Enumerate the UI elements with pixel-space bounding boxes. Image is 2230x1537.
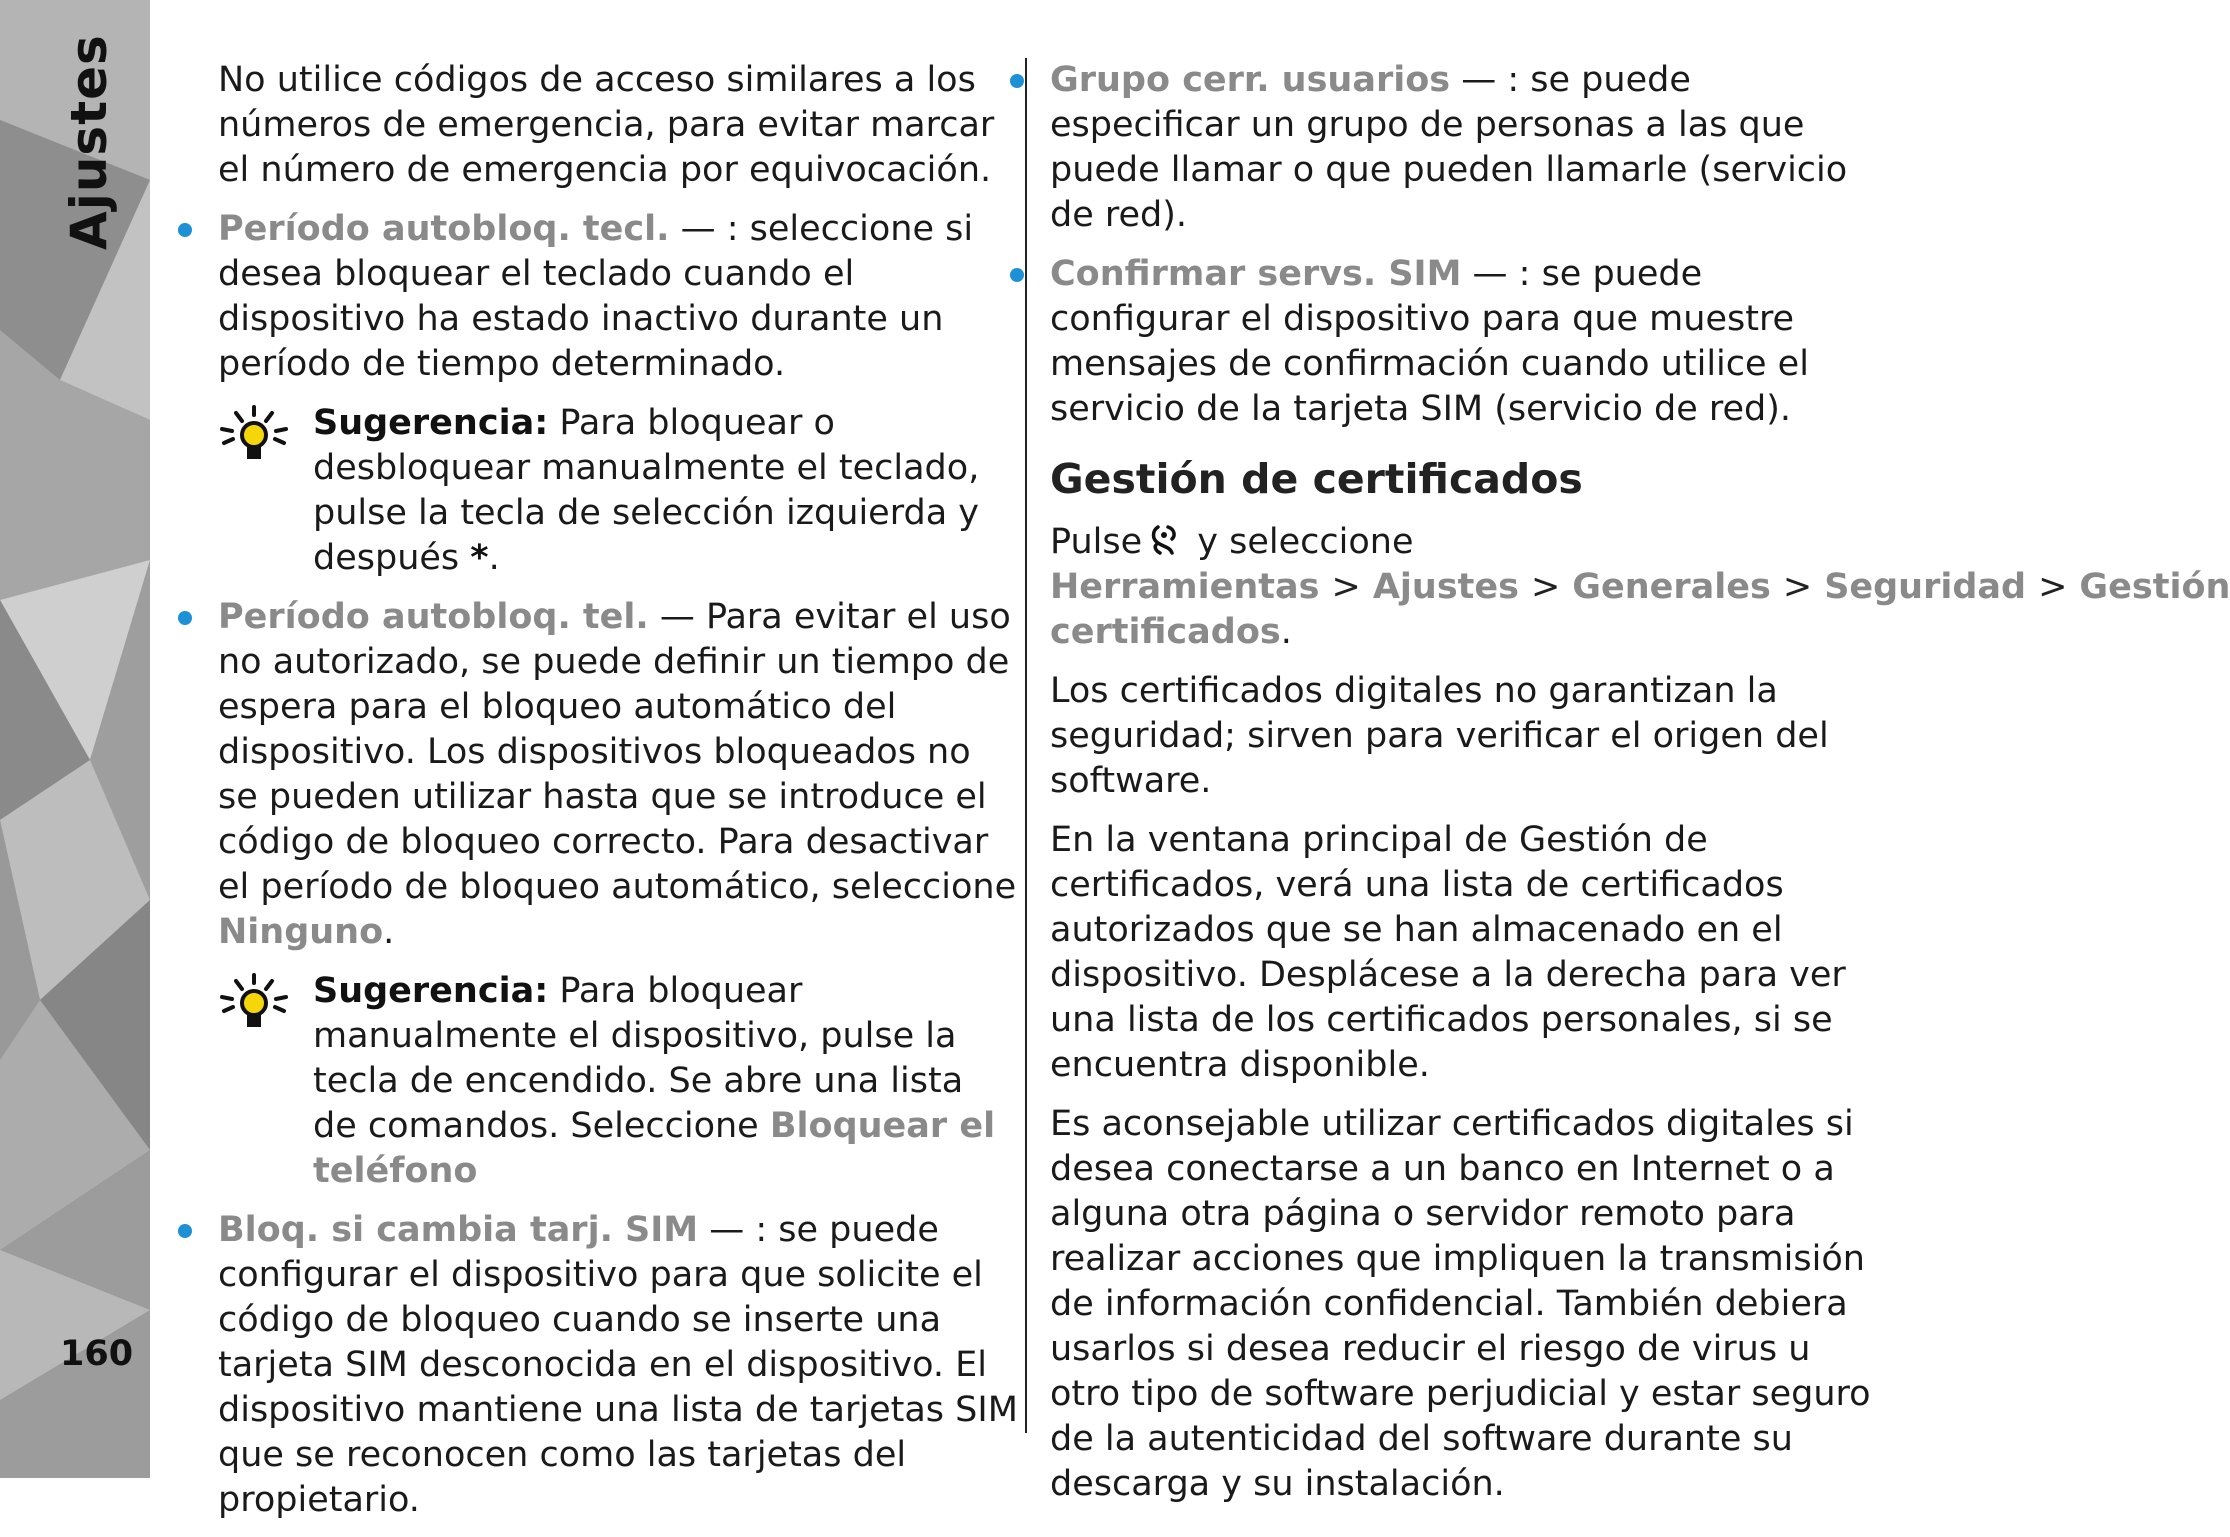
list-item	[1050, 252, 1880, 432]
path-prefix: Pulse	[1050, 522, 1143, 562]
tip-box	[218, 401, 1018, 581]
tip-lightbulb-icon	[218, 973, 290, 1031]
right-column	[1050, 58, 2230, 1521]
path-step: Herramientas	[1050, 567, 1320, 607]
setting-term: Período autobloq. tecl.	[218, 209, 670, 249]
bullet-icon	[178, 223, 192, 237]
tip-label: Sugerencia:	[313, 403, 549, 443]
list-item	[1050, 58, 1880, 238]
path-middle: y seleccione	[1186, 522, 1414, 562]
tip-end: .	[488, 538, 500, 578]
option-name: Bloquear el teléfono	[313, 1106, 996, 1191]
bullet-icon	[1010, 268, 1024, 282]
path-step: Seguridad	[1824, 567, 2027, 607]
path-separator: >	[1782, 567, 1813, 607]
tip-key: *	[470, 538, 489, 578]
tip-box	[218, 969, 1018, 1194]
setting-term: Grupo cerr. usuarios	[1050, 60, 1451, 100]
intro-paragraph: No utilice códigos de acceso similares a los números de emergencia, para evitar marcar el número de emergencia por equivocación.	[218, 60, 995, 190]
path-step: Gestión certificados	[1050, 567, 2230, 652]
path-step: Ajustes	[1372, 567, 1519, 607]
section-title: Ajustes	[60, 34, 118, 250]
sidebar	[0, 0, 150, 1478]
menu-path	[1050, 520, 2230, 655]
setting-term: Confirmar servs. SIM	[1050, 254, 1462, 294]
list-item	[218, 595, 1018, 955]
list-item	[218, 207, 1018, 387]
setting-description: — Para evitar el uso no autorizado, se puede definir un tiempo de espera para el bloqueo automático del dispositivo. Los dispositivos bloqueados no se pueden utilizar hasta que se introduce el código de bloqueo correcto. Para desactivar el período de bloqueo automático, seleccione	[218, 597, 1017, 907]
body-paragraph: Los certificados digitales no garantizan la seguridad; sirven para verificar el origen del software.	[1050, 671, 1829, 801]
path-separator: >	[1331, 567, 1361, 607]
option-name: Ninguno	[218, 912, 384, 952]
column-divider	[1025, 58, 1027, 1433]
menu-key-icon	[1148, 523, 1180, 559]
path-separator: >	[1530, 567, 1561, 607]
sentence-end: .	[383, 912, 395, 952]
tip-text: Para bloquear o desbloquear manualmente el teclado, pulse la tecla de selección izquierda y después	[313, 403, 980, 578]
tip-text: Para bloquear manualmente el dispositivo, pulse la tecla de encendido. Se abre una lista de comandos. Seleccione	[313, 971, 964, 1146]
tip-label: Sugerencia:	[313, 971, 549, 1011]
left-column	[218, 58, 1018, 1537]
path-step: Generales	[1572, 567, 1771, 607]
setting-description: — : seleccione si desea bloquear el teclado cuando el dispositivo ha estado inactivo durante un período de tiempo determinado.	[218, 209, 974, 384]
bullet-icon	[1010, 74, 1024, 88]
setting-description: — : se puede configurar el dispositivo para que solicite el código de bloqueo cuando se inserte una tarjeta SIM desconocida en el dispositivo. El dispositivo mantiene una lista de tarjetas SIM que se reconocen como las tarjetas del propietario.	[218, 1210, 1018, 1520]
bullet-icon	[178, 611, 192, 625]
bullet-icon	[178, 1224, 192, 1238]
setting-description: — : se puede especificar un grupo de personas a las que puede llamar o que pueden llamarle (servicio de red).	[1050, 60, 1848, 235]
section-heading: Gestión de certificados	[1050, 455, 1583, 503]
path-end: .	[1280, 612, 1292, 652]
setting-term: Período autobloq. tel.	[218, 597, 649, 637]
setting-term: Bloq. si cambia tarj. SIM	[218, 1210, 699, 1250]
body-paragraph: En la ventana principal de Gestión de certificados, verá una lista de certificados autorizados que se han almacenado en el dispositivo. Desplácese a la derecha para ver una lista de los certificados personales, si se encuentra disponible.	[1050, 820, 1846, 1085]
setting-description: — : se puede configurar el dispositivo para que muestre mensajes de confirmación cuando utilice el servicio de la tarjeta SIM (servicio de red).	[1050, 254, 1809, 429]
body-paragraph: Es aconsejable utilizar certificados digitales si desea conectarse a un banco en Internet o a alguna otra página o servidor remoto para realizar acciones que impliquen la transmisión de información confidencial. También debiera usarlos si desea reducir el riesgo de virus u otro tipo de software perjudicial y estar seguro de la autenticidad del software durante su descarga y su instalación.	[1050, 1104, 1871, 1504]
page-number: 160	[60, 1334, 134, 1374]
tip-lightbulb-icon	[218, 405, 290, 463]
list-item	[218, 1208, 1018, 1523]
path-separator: >	[2038, 567, 2068, 607]
